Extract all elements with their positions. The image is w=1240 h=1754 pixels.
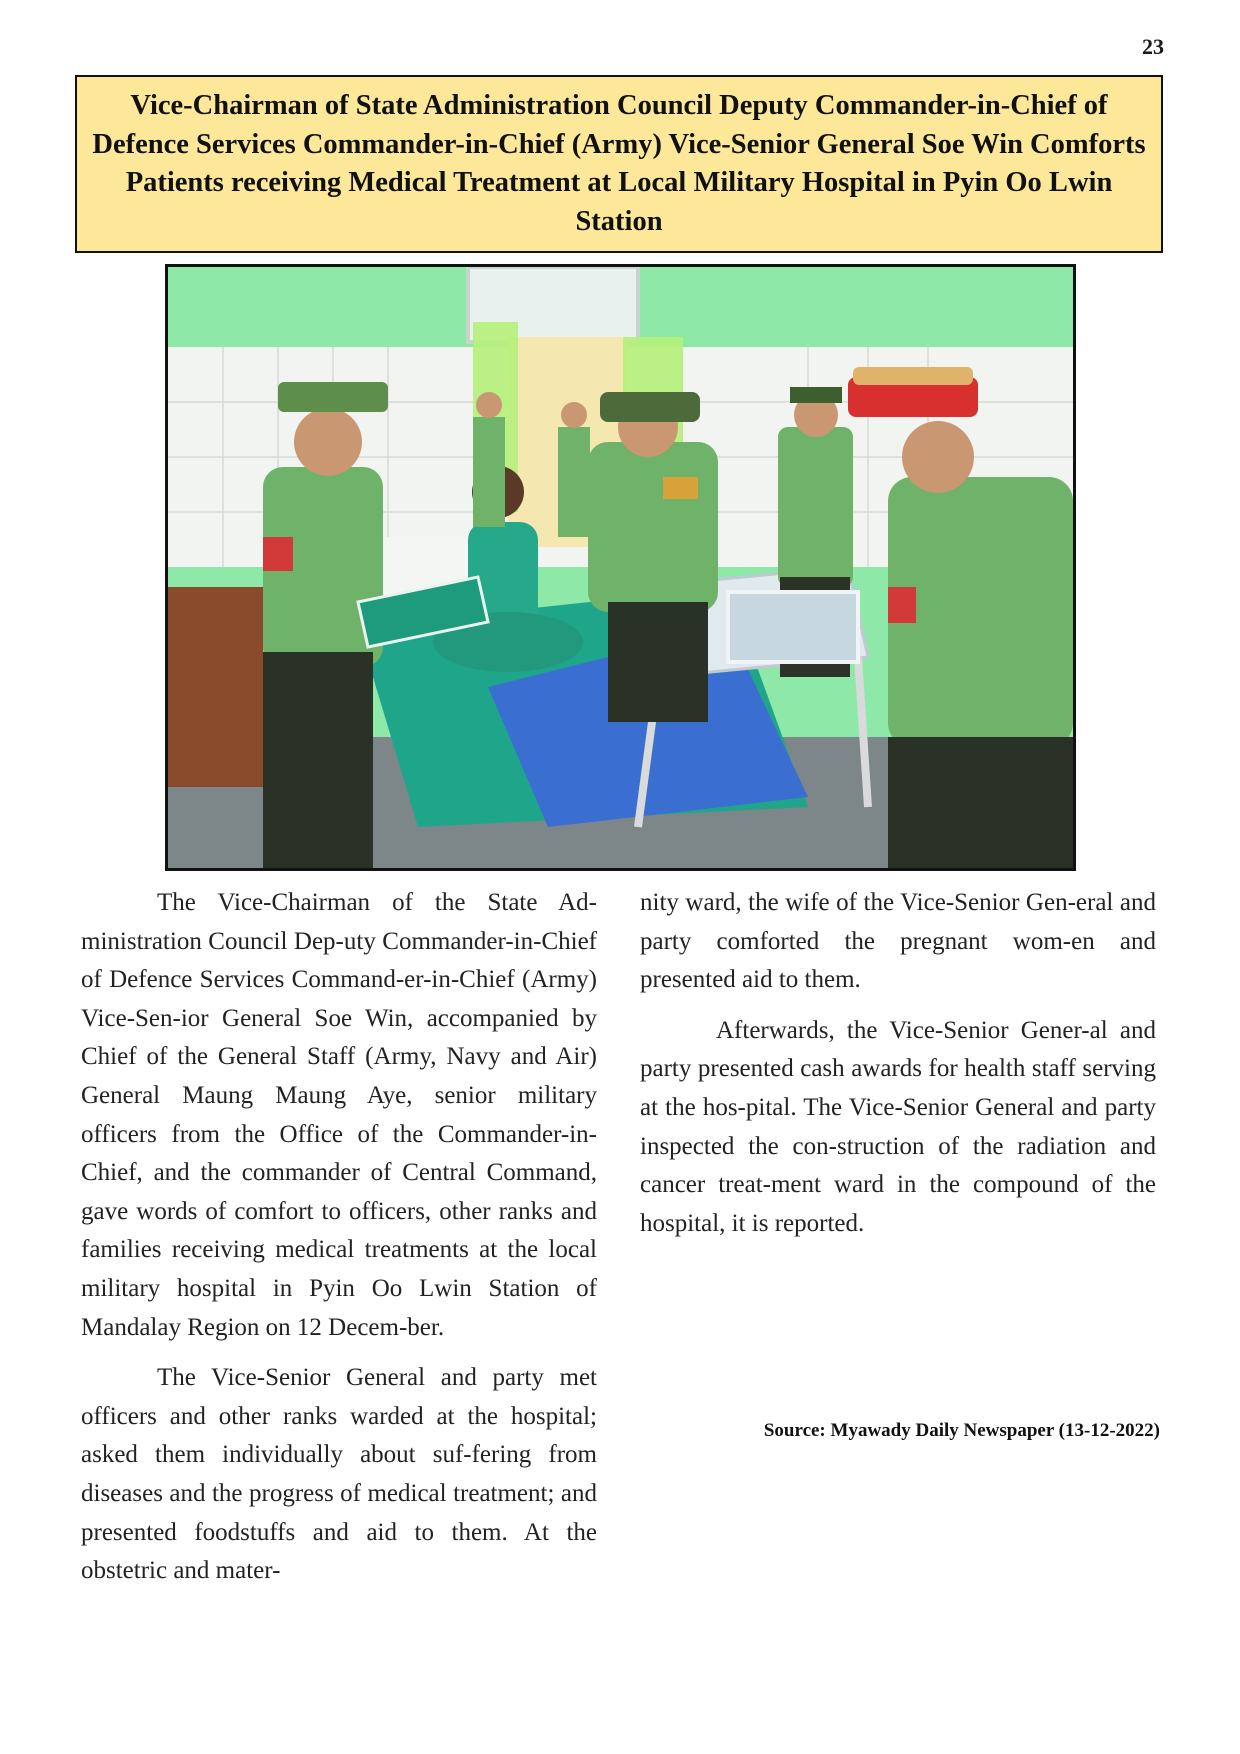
paragraph-2: The Vice-Senior General and party met officers and other ranks warded at the hospital; asked them individually about suf-fering from diseases and the progress of medical treatment; and presented foodstuffs and aid to them. At the obstetric and mater- <box>81 1364 597 1585</box>
hospital-ward-illustration <box>168 267 1073 868</box>
paragraph-2-continued: nity ward, the wife of the Vice-Senior Gen-eral and party comforted the pregnant wom-en and presented aid to them. <box>640 889 1156 994</box>
paragraph-1: The Vice-Chairman of the State Ad-ministration Council Dep-uty Commander-in-Chief of Defence Services Command-er-in-Chief (Army) Vice-Sen-ior General Soe Win, accompanied by Chief of the General Staff (Army, Navy and Air) General Maung Maung Aye, senior military officers from the Office of the Commander-in-Chief, and the commander of Central Command, gave words of comfort to officers, other ranks and families receiving medical treatments at the local military hospital in Pyin Oo Lwin Station of Mandalay Region on 12 Decem-ber. <box>81 889 597 1341</box>
photo-board <box>728 592 858 662</box>
article-column-left <box>81 884 597 1603</box>
article-photo <box>165 264 1076 871</box>
bedside-cabinet <box>168 587 263 787</box>
headline-box <box>75 75 1163 253</box>
headline: Vice-Chairman of State Administration Council Deputy Commander-in-Chief of Defence Services Commander-in-Chief (Army) Vice-Senior General Soe Win Comforts Patients receiving Medical Treatment at Local Military Hospital in Pyin Oo Lwin Station <box>92 90 1146 237</box>
source-credit: Source: Myawady Daily Newspaper (13-12-2022) <box>763 1420 1160 1441</box>
page-number: 23 <box>1142 34 1164 59</box>
article-column-right <box>640 884 1156 1255</box>
paragraph-3: Afterwards, the Vice-Senior Gener-al and party presented cash awards for health staff serving at the hos-pital. The Vice-Senior General and party inspected the con-struction of the radiation and cancer treat-ment ward in the compound of the hospital, it is reported. <box>640 1016 1156 1237</box>
